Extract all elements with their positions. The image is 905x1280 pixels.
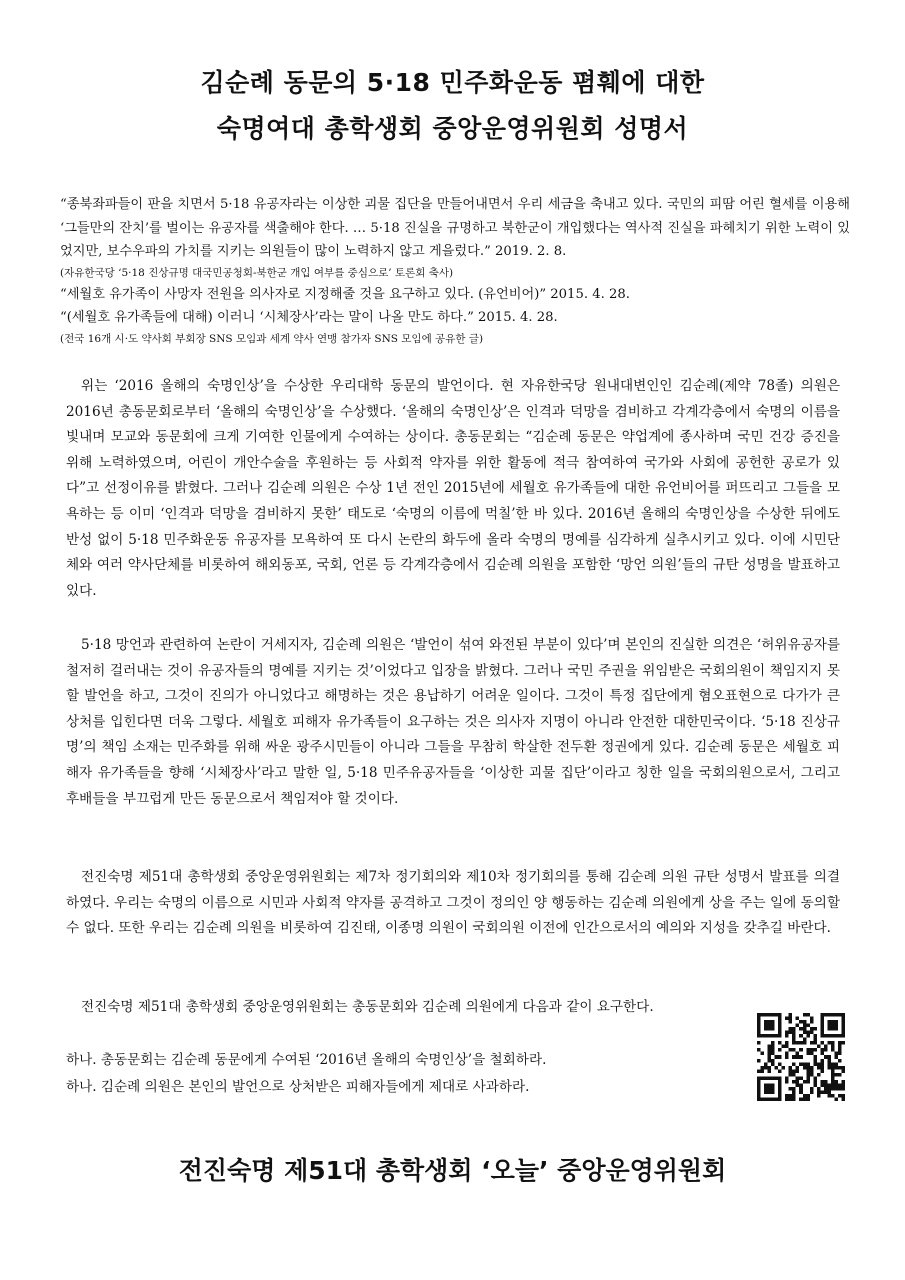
quote-1: “종북좌파들이 판을 치면서 5·18 유공자라는 이상한 괴물 집단을 만들어내면서 우리 세금을 축내고 있다. 국민의 피땀 어린 혈세를 이용해 ‘그들만의 잔치’를 벌이는 유공자를 색출해야 한다. … 5·18 진실을 규명하고 북한군이 개입했다는 역사적 진실을 파헤치기 위한 노력이 있었지만, 보수우파의 가치를 지키는 의원들이 많이 노력하지 않고 게을렀다.” 2019. 2. 8. bbox=[60, 197, 850, 259]
paragraph-2 bbox=[66, 633, 840, 812]
demands-list bbox=[66, 1047, 706, 1101]
quote-3-source: (전국 16개 시·도 약사회 부회장 SNS 모임과 세계 약사 연맹 참가자 SNS 모임에 공유한 글) bbox=[60, 332, 484, 345]
signature: 전진숙명 제51대 총학생회 ‘오늘’ 중앙운영위원회 bbox=[178, 1156, 727, 1185]
paragraph-2-text: 5·18 망언과 관련하여 논란이 거세지자, 김순례 의원은 ‘발언이 섞여 와전된 부분이 있다’며 본인의 진실한 의견은 ‘허위유공자를 철저히 걸러내는 것이 유공자들의 명예를 지키는 것’이었다고 입장을 밝혔다. 그러나 국민 주권을 위임받은 국회의원이 책임지지 못할 발언을 하고, 그것이 진의가 아니었다고 해명하는 것은 용납하기 어려운 일이다. 그것이 특정 집단에게 혐오표현으로 다가가 큰 상처를 입힌다면 더욱 그렇다. 세월호 피해자 유가족들이 요구하는 것은 의사자 지명이 아니라 안전한 대한민국이다. ‘5·18 진상규명’의 책임 소재는 민주화를 위해 싸운 광주시민들이 아니라 그들을 무참히 학살한 전두환 정권에게 있다. 김순례 동문은 세월호 피해자 유가족들을 향해 ‘시체장사’라고 말한 일, 5·18 민주유공자들을 ‘이상한 괴물 집단’이라고 칭한 일을 국회의원으로서, 그리고 후배들을 부끄럽게 만든 동문으로서 책임져야 할 것이다. bbox=[66, 637, 840, 807]
demand-item-1: 하나. 총동문회는 김순례 동문에게 수여된 ‘2016년 올해의 숙명인상’을 철회하라. bbox=[66, 1052, 547, 1068]
paragraph-3 bbox=[66, 865, 840, 942]
paragraph-3-text: 전진숙명 제51대 총학생회 중앙운영위원회는 제7차 정기회의와 제10차 정기회의를 통해 김순례 의원 규탄 성명서 발표를 의결하였다. 우리는 숙명의 이름으로 시민과 사회적 약자를 공격하고 그것이 정의인 양 행동하는 김순례 의원에게 상을 주는 일에 동의할 수 없다. 또한 우리는 김순례 의원을 비롯하여 김진태, 이종명 의원이 국회의원 이전에 인간으로서의 예의와 지성을 갖추길 바란다. bbox=[66, 869, 840, 937]
qr-code[interactable] bbox=[757, 1013, 845, 1101]
quote-3: “(세월호 유가족들에 대해) 이러니 ‘시체장사’라는 말이 나올 만도 하다.” 2015. 4. 28. bbox=[60, 310, 558, 325]
quote-2: “세월호 유가족이 사망자 전원을 의사자로 지정해줄 것을 요구하고 있다. (유언비어)” 2015. 4. 28. bbox=[60, 286, 630, 302]
paragraph-1-text: 위는 ‘2016 올해의 숙명인상’을 수상한 우리대학 동문의 발언이다. 현 자유한국당 원내대변인인 김순례(제약 78졸) 의원은 2016년 총동문회로부터 ‘올해의 숙명인상’을 수상했다. ‘올해의 숙명인상’은 인격과 덕망을 겸비하고 각계각층에서 숙명의 이름을 빛내며 모교와 동문회에 크게 기여한 인물에게 수여하는 상이다. 총동문회는 “김순례 동문은 약업계에 종사하며 국민 건강 증진을 위해 노력하였으며, 어린이 개안수술을 후원하는 등 사회적 약자를 위한 활동에 적극 참여하여 국가와 사회에 공헌한 공로가 있다”고 선정이유를 밝혔다. 그러나 김순례 의원은 수상 1년 전인 2015년에 세월호 유가족들에 대한 유언비어를 퍼뜨리고 그들을 모욕하는 등 이미 ‘인격과 덕망을 겸비하지 못한’ 태도로 ‘숙명의 이름에 먹칠’한 바 있다. 2016년 올해의 숙명인상을 수상한 뒤에도 반성 없이 5·18 민주화운동 유공자를 모욕하여 또 다시 논란의 화두에 올라 숙명의 명예를 심각하게 실추시키고 있다. 이에 시민단체와 여러 약사단체를 비롯하여 해외동포, 국회, 언론 등 각계각층에서 김순례 의원을 포함한 ‘망언 의원’들의 규탄 성명을 발표하고 있다. bbox=[66, 378, 840, 599]
paragraph-4-text: 전진숙명 제51대 총학생회 중앙운영위원회는 총동문회와 김순례 의원에게 다음과 같이 요구한다. bbox=[81, 999, 654, 1015]
statement-title-line-1: 김순례 동문의 5·18 민주화운동 폄훼에 대한 bbox=[200, 68, 705, 97]
qr-code-modules bbox=[757, 1013, 845, 1101]
paragraph-4 bbox=[66, 995, 746, 1021]
statement-title-line-2: 숙명여대 총학생회 중앙운영위원회 성명서 bbox=[216, 114, 689, 143]
demand-item-2: 하나. 김순례 의원은 본인의 발언으로 상처받은 피해자들에게 제대로 사과하라. bbox=[66, 1079, 530, 1095]
quote-1-source: (자유한국당 ‘5·18 진상규명 대국민공청회-북한군 개입 여부를 중심으로’ 토론회 축사) bbox=[60, 266, 454, 279]
quote-block bbox=[60, 193, 850, 349]
paragraph-1 bbox=[66, 374, 840, 604]
